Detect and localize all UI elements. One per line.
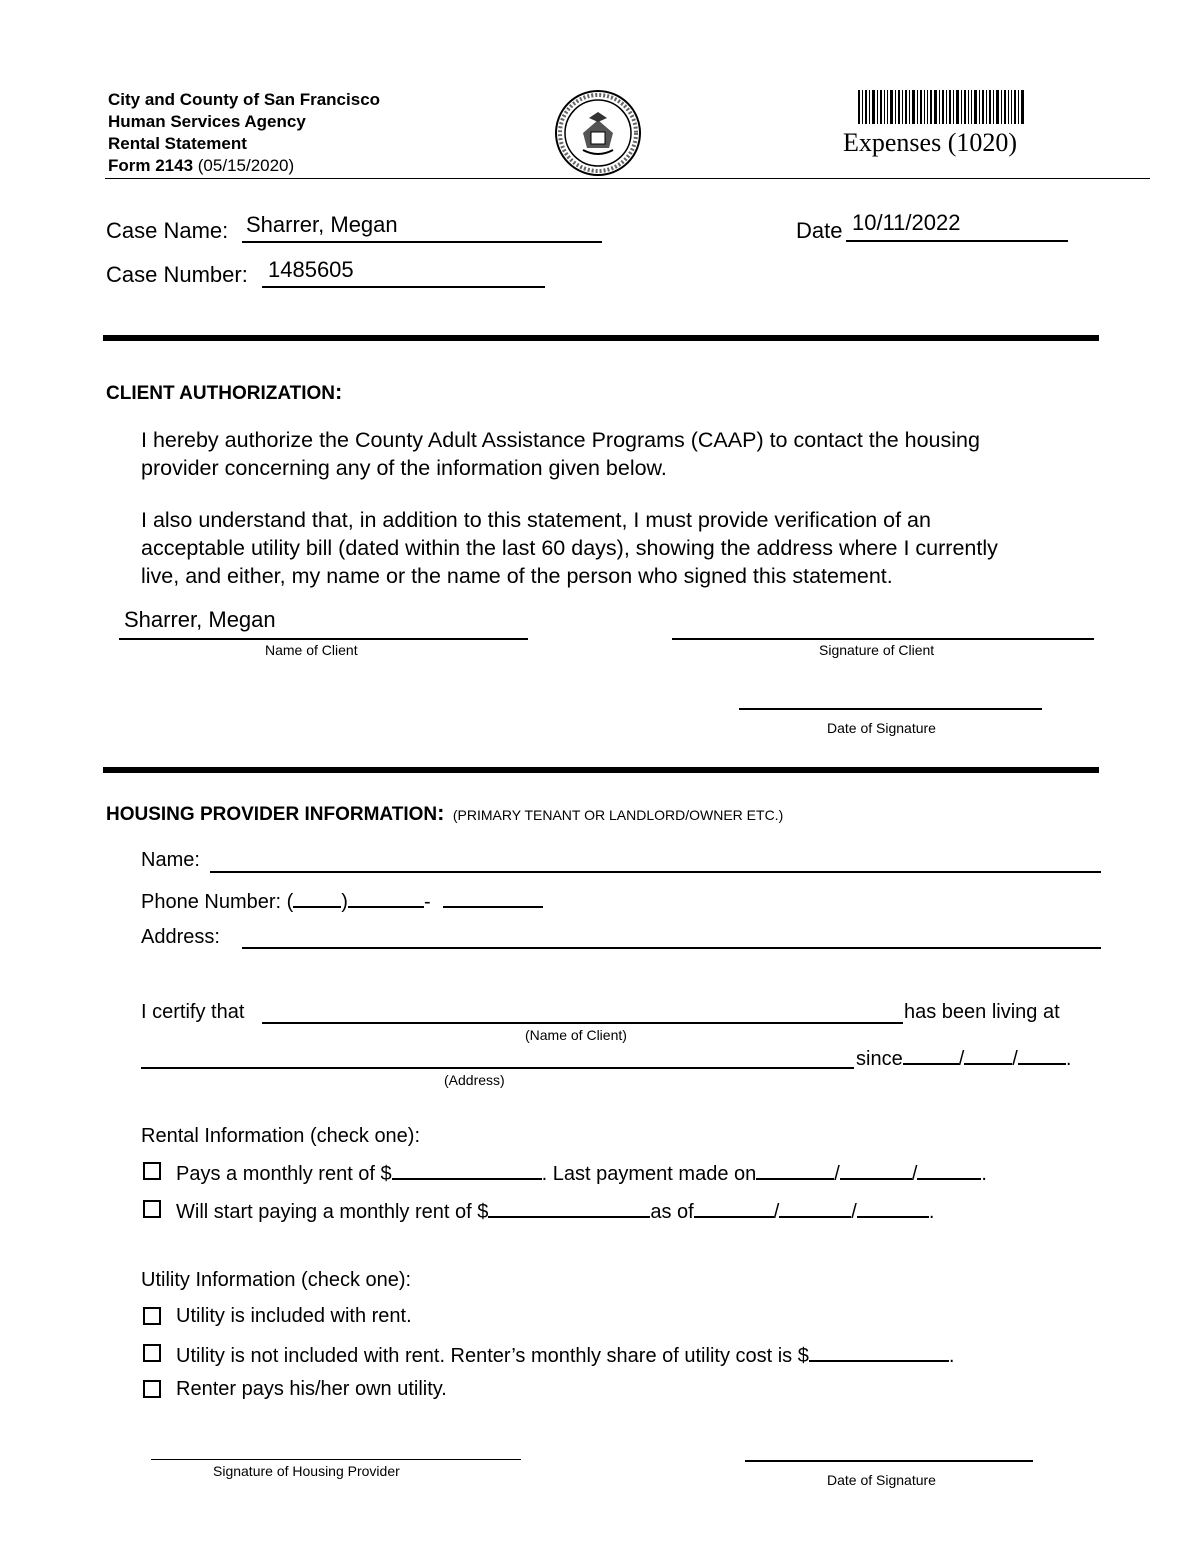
header-line2: Human Services Agency	[108, 112, 306, 131]
certify-address-field[interactable]	[141, 1067, 854, 1069]
housing-provider-heading: HOUSING PROVIDER INFORMATION: (PRIMARY TENANT OR LANDLORD/OWNER ETC.)	[106, 800, 784, 825]
client-date-signature-line[interactable]	[739, 708, 1042, 710]
signature-of-client-label: Signature of Client	[819, 642, 935, 658]
living-at-text: has been living at	[904, 1001, 1060, 1023]
certify-text: I certify that	[141, 1001, 245, 1023]
certify-client-name-field[interactable]	[262, 1022, 903, 1024]
address-caption: (Address)	[444, 1072, 505, 1088]
address-label: Address:	[141, 926, 220, 948]
rental-info-heading: Rental Information (check one):	[141, 1125, 421, 1147]
renter-pays-utility-option: Renter pays his/her own utility.	[176, 1378, 447, 1400]
rent-start-option: Will start paying a monthly rent of $ as of / / .	[176, 1198, 934, 1224]
provider-signature-line[interactable]	[151, 1459, 521, 1460]
renter-pays-utility-checkbox[interactable]	[143, 1380, 161, 1398]
utility-included-checkbox[interactable]	[143, 1307, 161, 1325]
expenses-code: Expenses (1020)	[843, 128, 1018, 157]
provider-address-field[interactable]	[242, 947, 1101, 949]
signature-of-housing-provider-label: Signature of Housing Provider	[213, 1463, 400, 1479]
rent-monthly-checkbox[interactable]	[143, 1162, 161, 1180]
date-underline	[846, 240, 1068, 242]
utility-not-included-checkbox[interactable]	[143, 1344, 161, 1362]
header-line1: City and County of San Francisco	[108, 90, 381, 109]
agency-header	[108, 89, 380, 177]
date-value[interactable]: 10/11/2022	[852, 210, 961, 235]
barcode-icon	[858, 90, 1024, 124]
since-date: since / / .	[856, 1045, 1071, 1071]
footer-date-of-signature-label: Date of Signature	[827, 1472, 936, 1488]
client-name-value[interactable]: Sharrer, Megan	[124, 607, 276, 632]
rent-monthly-option: Pays a monthly rent of $ . Last payment made on / / .	[176, 1160, 987, 1186]
provider-name-field[interactable]	[210, 871, 1101, 873]
section-divider-1	[103, 335, 1099, 341]
date-label: Date	[796, 218, 843, 243]
utility-not-included-option: Utility is not included with rent. Renter’s monthly share of utility cost is $ .	[176, 1342, 954, 1368]
case-name-underline	[242, 241, 602, 243]
authorization-paragraph-1: I hereby authorize the County Adult Assistance Programs (CAAP) to contact the housing provider concerning any of the information given below.	[141, 428, 980, 480]
case-number-label: Case Number:	[106, 262, 248, 287]
case-number-underline	[262, 286, 545, 288]
client-authorization-heading: CLIENT AUTHORIZATION:	[106, 379, 343, 404]
name-of-client-caption: (Name of Client)	[525, 1027, 627, 1043]
city-seal-icon	[553, 88, 643, 178]
client-name-underline	[119, 638, 528, 640]
provider-date-signature-line[interactable]	[745, 1460, 1033, 1462]
provider-name-label: Name:	[141, 849, 200, 871]
authorization-paragraph-2: I also understand that, in addition to this statement, I must provide verification of an acceptable utility bill (dated within the last 60 days), showing the address where I currently live, and either, my name or the name of the person who signed this statement.	[141, 508, 998, 588]
utility-included-option: Utility is included with rent.	[176, 1305, 412, 1327]
client-signature-line[interactable]	[672, 638, 1094, 640]
case-number-value[interactable]: 1485605	[268, 257, 354, 282]
case-name-label: Case Name:	[106, 218, 229, 243]
header-divider	[105, 178, 1150, 179]
rent-start-checkbox[interactable]	[143, 1200, 161, 1218]
utility-info-heading: Utility Information (check one):	[141, 1269, 412, 1291]
section-divider-2	[103, 767, 1099, 773]
phone-number-label: Phone Number: ( ) -	[141, 888, 543, 914]
header-line3: Rental Statement	[108, 134, 247, 153]
case-name-value[interactable]: Sharrer, Megan	[246, 212, 398, 237]
form-number: Form 2143 (05/15/2020)	[108, 156, 295, 175]
date-of-signature-label: Date of Signature	[827, 720, 936, 736]
name-of-client-label: Name of Client	[265, 642, 358, 658]
